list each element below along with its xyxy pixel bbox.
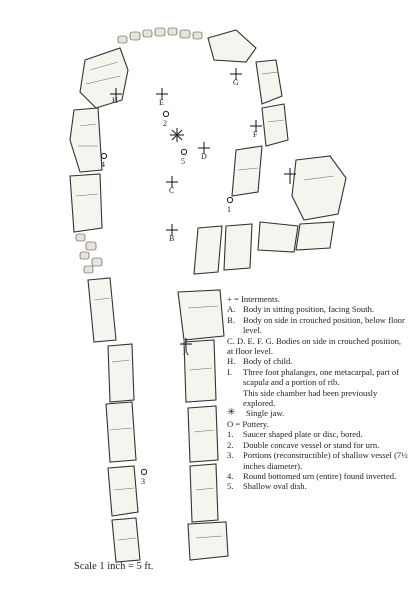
- label-h: H: [112, 96, 118, 105]
- legend-pottery-3: 3. Portions (reconstructible) of shallow vessel (7½ inches diameter).: [227, 450, 408, 471]
- label-3: 3: [141, 477, 145, 486]
- top-wall-stones: [208, 30, 288, 196]
- side-chamber-stones: [194, 156, 346, 274]
- pottery-3-marker: [141, 469, 146, 474]
- label-2: 2: [163, 119, 167, 128]
- single-jaw-marker: [170, 128, 184, 142]
- pottery-2-marker: [163, 111, 168, 116]
- label-b: B: [169, 234, 175, 243]
- legend: [227, 294, 409, 492]
- legend-item-b: B. Body on side in crouched position, below floor level.: [227, 314, 405, 336]
- legend-interments: + = Interments.: [227, 294, 280, 304]
- legend-pottery-5: 5. Shallow oval dish.: [227, 481, 307, 492]
- asterisk-icon: ✳: [227, 407, 236, 419]
- label-1: 1: [227, 205, 231, 214]
- left-wall-stones: [70, 48, 140, 562]
- legend-jaw: ✳ Single jaw.: [227, 407, 285, 419]
- label-4: 4: [101, 160, 105, 169]
- pottery-4-marker: [101, 153, 106, 158]
- pottery-5-marker: [181, 149, 186, 154]
- pottery-1-marker: [227, 197, 232, 202]
- label-c: C: [169, 186, 175, 195]
- legend-pottery: O = Pottery.: [227, 418, 269, 429]
- label-f: F: [253, 130, 258, 139]
- label-e: E: [159, 98, 164, 107]
- legend-item-h: H. Body of child.: [227, 356, 293, 367]
- legend-pottery-2: 2. Double concave vessel or stand for urn.: [227, 439, 380, 450]
- label-g: G: [233, 78, 239, 87]
- legend-pottery-1: 1. Saucer shaped plate or disc, bored.: [227, 429, 363, 440]
- legend-item-cdefg: C. D. E. F. G. Bodies on side in crouched position, at floor level.: [227, 335, 402, 357]
- label-5: 5: [181, 157, 185, 166]
- label-d: D: [201, 152, 207, 161]
- legend-item-a: A. Body in sitting position, facing South.: [227, 304, 375, 315]
- legend-item-i: I. Three foot phalanges, one metacarpal, part of scapula and a portion of rib.: [227, 366, 400, 388]
- scale-caption: Scale 1 inch = 5 ft.: [74, 561, 154, 572]
- legend-side-chamber-note: This side chamber had been previously explored.: [243, 387, 378, 409]
- legend-pottery-4: 4. Round bottomed urn (entire) found inverted.: [227, 470, 397, 481]
- label-a: A: [183, 348, 189, 357]
- inner-wall-stones: [178, 290, 228, 560]
